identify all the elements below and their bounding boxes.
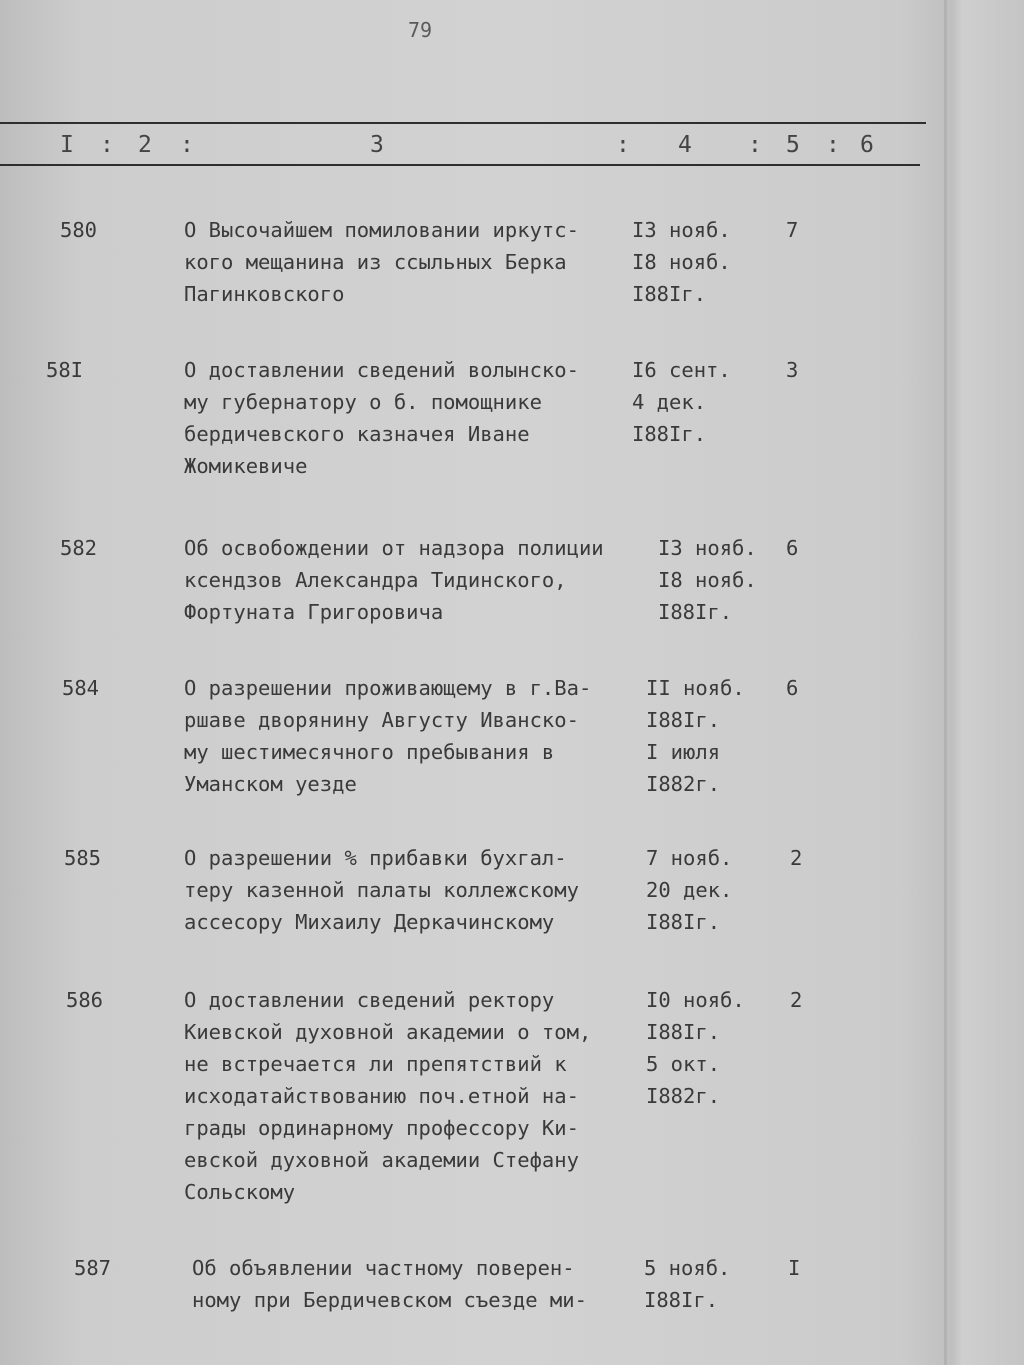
column-separator: : [748,132,762,158]
description-line: евской духовной академии Стефану [184,1148,579,1172]
column-header-row [0,132,944,160]
description-line: ному при Бердичевском съезде ми- [192,1288,587,1312]
date-line: I88Iг. [644,1288,719,1312]
description-line: кого мещанина из ссыльных Берка [184,250,567,274]
entry-number: 58I [46,358,84,382]
column-separator: : [100,132,114,158]
description-line: Об объявлении частному поверен- [192,1256,575,1280]
date-line: 5 окт. [646,1052,721,1076]
column-header-5: 5 [786,132,800,158]
entry-number: 584 [62,676,100,700]
date-line: I882г. [646,1084,721,1108]
description-line: теру казенной палаты коллежскому [184,878,579,902]
entry-description [184,984,654,1208]
date-line: 5 нояб. [644,1256,731,1280]
date-line: I88Iг. [632,422,707,446]
description-line: Жомикевиче [184,454,308,478]
entry-number: 582 [60,536,98,560]
description-line: не встречается ли препятствий к [184,1052,567,1076]
entry-description [184,214,654,310]
header-rule-top [0,122,926,124]
column-header-1: I [60,132,74,158]
column-header-2: 2 [138,132,152,158]
description-line: Пагинковского [184,282,345,306]
date-line: I88Iг. [646,910,721,934]
date-line: II нояб. [646,676,745,700]
date-line: I88Iг. [632,282,707,306]
entry-dates [644,1252,784,1316]
description-line: О Высочайшем помиловании иркутс- [184,218,579,242]
date-line: I88Iг. [658,600,733,624]
entry-number: 585 [64,846,102,870]
entry-dates [646,672,786,800]
description-line: ксендзов Александра Тидинского, [184,568,567,592]
column-separator: : [180,132,194,158]
page-fold-shadow [944,0,947,1365]
entry-dates [632,354,772,450]
description-line: Сольскому [184,1180,296,1204]
entry-dates [632,214,772,310]
date-line: I88Iг. [646,708,721,732]
page-number: 79 [408,18,433,42]
date-line: I0 нояб. [646,988,745,1012]
date-line: I88Iг. [646,1020,721,1044]
entry-dates [646,842,786,938]
entry-description [184,672,654,800]
date-line: I8 нояб. [658,568,757,592]
entry-number: 580 [60,218,98,242]
sheet-count: 6 [786,676,799,700]
description-line: О разрешении % прибавки бухгал- [184,846,567,870]
date-line: 20 дек. [646,878,733,902]
description-line: му губернатору о б. помощнике [184,390,542,414]
column-separator: : [616,132,630,158]
description-line: Фортуната Григоровича [184,600,444,624]
sheet-count: 7 [786,218,799,242]
entry-description [184,354,654,482]
description-line: му шестимесячного пребывания в [184,740,555,764]
entry-description [184,842,654,938]
entry-dates [646,984,786,1112]
date-line: I882г. [646,772,721,796]
description-line: О доставлении сведений волынско- [184,358,579,382]
date-line: I6 сент. [632,358,731,382]
entry-description [184,532,654,628]
entry-description [192,1252,662,1316]
date-line: I июля [646,740,721,764]
entry-dates [658,532,798,628]
column-separator: : [826,132,840,158]
sheet-count: 2 [790,846,803,870]
description-line: Уманском уезде [184,772,357,796]
date-line: I3 нояб. [658,536,757,560]
description-line: О доставлении сведений ректору [184,988,555,1012]
date-line: I3 нояб. [632,218,731,242]
header-rule-bottom [0,164,920,166]
column-header-3: 3 [370,132,384,158]
description-line: Киевской духовной академии о том, [184,1020,592,1044]
column-header-4: 4 [678,132,692,158]
sheet-count: 3 [786,358,799,382]
column-header-6: 6 [860,132,874,158]
description-line: Об освобождении от надзора полиции [184,536,604,560]
description-line: исходатайствованию поч.етной на- [184,1084,579,1108]
sheet-count: I [788,1256,801,1280]
description-line: грады ординарному профессору Ки- [184,1116,579,1140]
date-line: 4 дек. [632,390,707,414]
description-line: бердичевского казначея Иване [184,422,530,446]
entry-number: 586 [66,988,104,1012]
date-line: 7 нояб. [646,846,733,870]
date-line: I8 нояб. [632,250,731,274]
description-line: ассесору Михаилу Деркачинскому [184,910,555,934]
sheet-count: 2 [790,988,803,1012]
entry-number: 587 [74,1256,112,1280]
description-line: О разрешении проживающему в г.Ва- [184,676,592,700]
sheet-count: 6 [786,536,799,560]
description-line: ршаве дворянину Августу Иванско- [184,708,579,732]
